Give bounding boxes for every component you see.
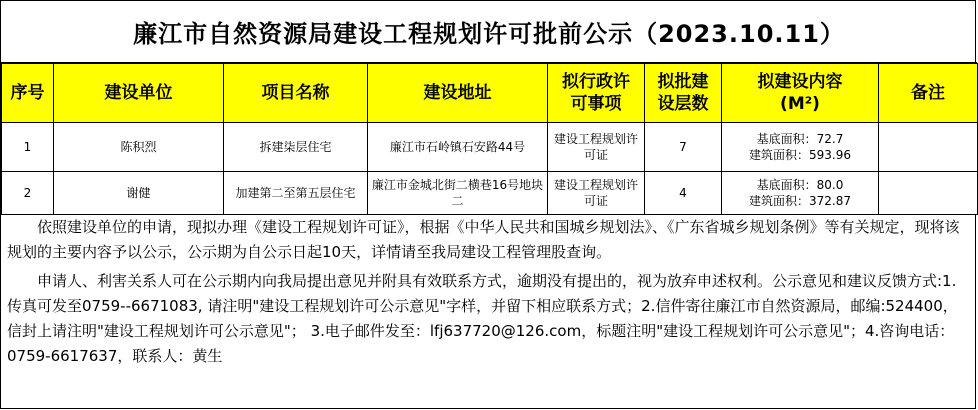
header-no: 序号 [2, 64, 54, 123]
cell-no: 1 [2, 123, 54, 172]
cell-item: 建设工程规划许可证 [548, 123, 645, 172]
table-row [2, 123, 978, 172]
header-unit: 建设单位 [54, 64, 224, 123]
cell-remark [879, 172, 978, 215]
build-area: 建筑面积：593.96 [749, 148, 851, 162]
header-floors-line2: 设层数 [657, 94, 709, 114]
cell-project: 拆建柒层住宅 [224, 123, 368, 172]
header-content-unit: (M²) [780, 94, 820, 114]
table-row [2, 172, 978, 215]
notice-paragraph-2: 申请人、利害关系人可在公示期内向我局提出意见并附具有效联系方式，逾期没有提出的，视为放弃申述权利。公示意见和建议反馈方式:1.传真可发至0759--6671083, 请注明"建设工程规划许可公示意见"字样，并留下相应联系方式；2.信件寄往廉江市自然资源局，邮编:524400，信封上请注明"建设工程规划许可公示意见"； 3.电子邮件发至：lfj637720@126.com，标题注明"建设工程规划许可公示意见"；4.咨询电话：0759-6617637，联系人：黄生 [7, 272, 958, 365]
build-area: 建筑面积：372.87 [749, 194, 851, 208]
cell-no: 2 [2, 172, 54, 215]
header-address: 建设地址 [368, 64, 548, 123]
permit-table [1, 63, 978, 215]
cell-project: 加建第二至第五层住宅 [224, 172, 368, 215]
base-area: 基底面积：80.0 [756, 178, 844, 192]
cell-floors: 4 [645, 172, 722, 215]
header-floors-line1: 拟批建 [657, 72, 709, 92]
header-remark: 备注 [879, 64, 978, 123]
cell-content [722, 123, 879, 172]
notice-text [1, 215, 977, 409]
page-title: 廉江市自然资源局建设工程规划许可批前公示（2023.10.11） [1, 1, 977, 63]
cell-unit: 谢健 [54, 172, 224, 215]
cell-unit: 陈积烈 [54, 123, 224, 172]
cell-address: 廉江市石岭镇石安路44号 [368, 123, 548, 172]
notice-paragraph-1: 依照建设单位的申请，现拟办理《建设工程规划许可证》，根据《中华人民共和国城乡规划法》、《广东省城乡规划条例》等有关规定，现将该规划的主要内容予以公示，公示期为自公示日起10天，详情请至我局建设工程管理股查询。 [7, 218, 960, 261]
cell-item: 建设工程规划许可证 [548, 172, 645, 215]
header-item-line1: 拟行政许 [562, 72, 630, 92]
header-item-line2: 可事项 [570, 94, 622, 114]
cell-content [722, 172, 879, 215]
header-project: 项目名称 [224, 64, 368, 123]
table-header-row [2, 64, 978, 123]
header-floors [645, 64, 722, 123]
header-item [548, 64, 645, 123]
base-area: 基底面积：72.7 [756, 132, 844, 146]
header-content-line1: 拟建设内容 [757, 72, 843, 92]
cell-remark [879, 123, 978, 172]
cell-address: 廉江市金城北街二横巷16号地块二 [368, 172, 548, 215]
cell-floors: 7 [645, 123, 722, 172]
header-content [722, 64, 879, 123]
